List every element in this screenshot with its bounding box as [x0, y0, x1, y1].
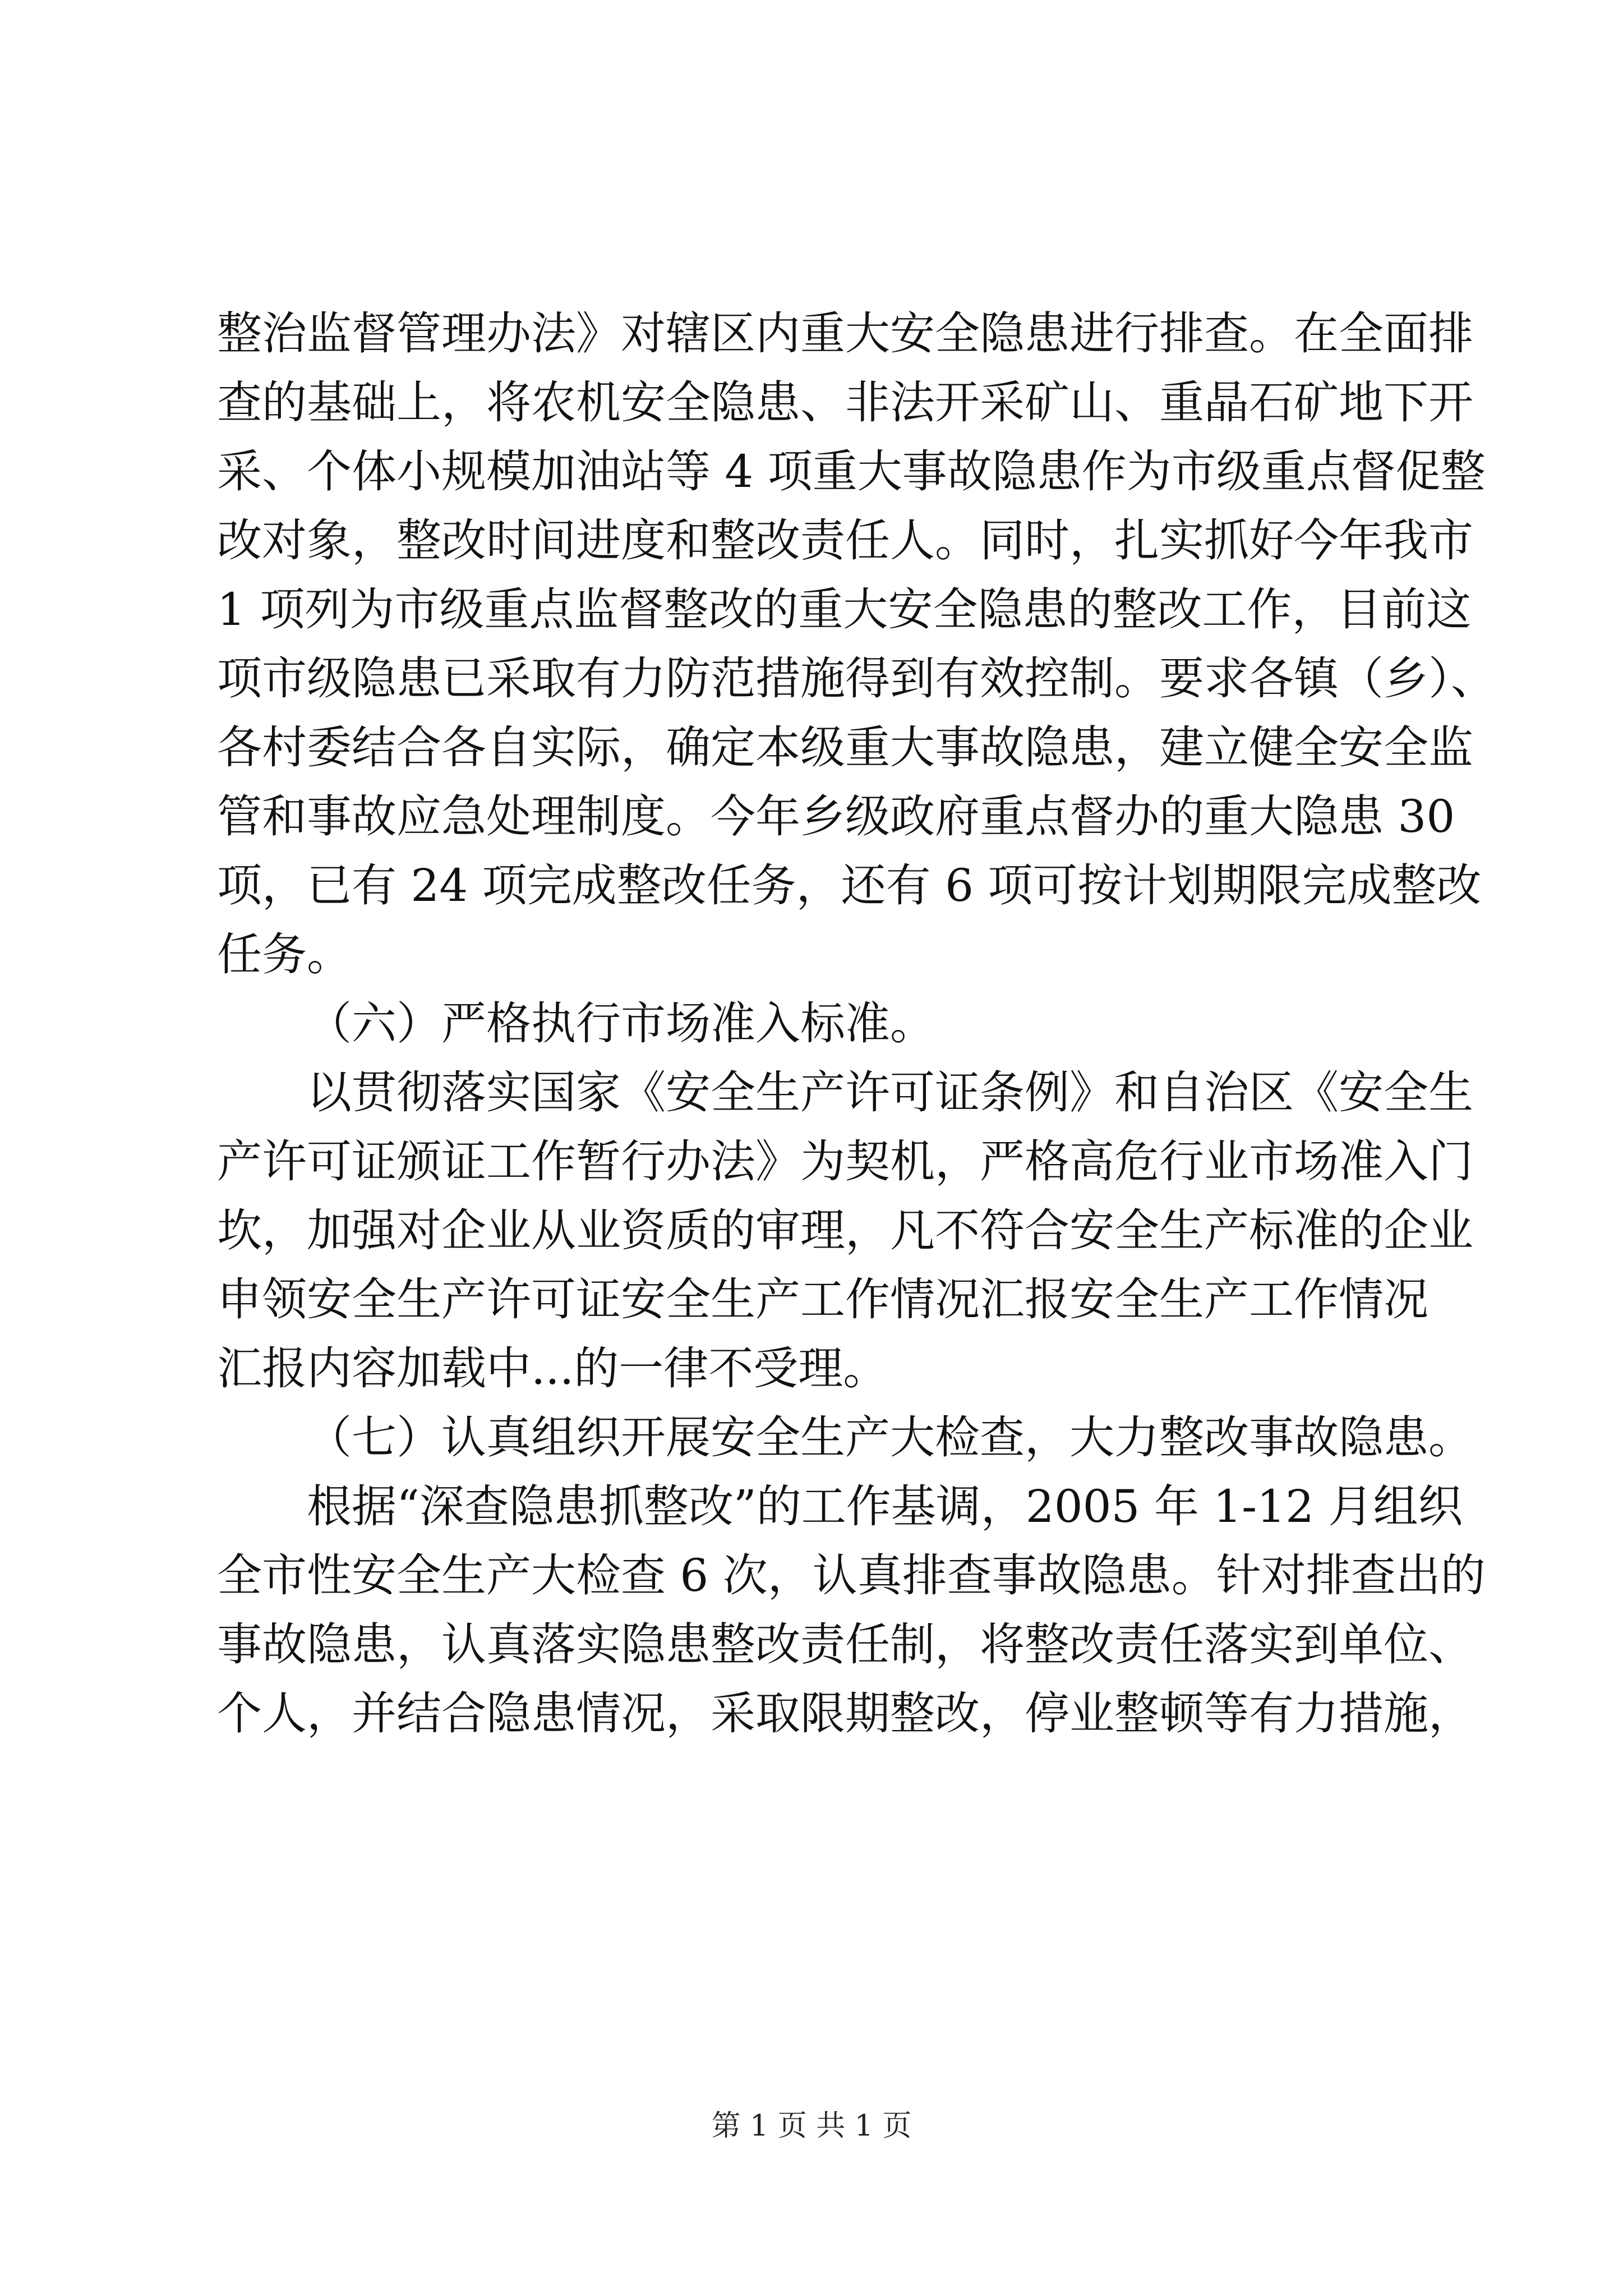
text-line: 项，已有 24 项完成整改任务，还有 6 项可按计划期限完成整改: [217, 859, 1482, 912]
text-line: 汇报内容加载中...的一律不受理。: [217, 1342, 888, 1395]
page-number-footer: 第 1 页 共 1 页: [711, 2109, 912, 2143]
text-line: 坎，加强对企业从业资质的审理，凡不符合安全生产标准的企业: [217, 1204, 1473, 1257]
text-line: 项市级隐患已采取有力防范措施得到有效控制。要求各镇（乡）、: [217, 652, 1496, 705]
text-line: 个人，并结合隐患情况，采取限期整改，停业整顿等有力措施，: [217, 1687, 1473, 1740]
text-line: 查的基础上，将农机安全隐患、非法开采矿山、重晶石矿地下开: [217, 376, 1473, 429]
text-line: 各村委结合各自实际，确定本级重大事故隐患，建立健全安全监: [217, 721, 1473, 774]
text-line: 产许可证颁证工作暂行办法》为契机，严格高危行业市场准入门: [217, 1135, 1473, 1188]
text-line: 整治监督管理办法》对辖区内重大安全隐患进行排查。在全面排: [217, 307, 1473, 360]
text-line: 根据“深查隐患抓整改”的工作基调，2005 年 1-12 月组织: [307, 1480, 1463, 1533]
section-heading: （六）严格执行市场准入标准。: [307, 997, 935, 1050]
section-heading: （七）认真组织开展安全生产大检查，大力整改事故隐患。: [307, 1411, 1473, 1464]
text-line: 采、个体小规模加油站等 4 项重大事故隐患作为市级重点督促整: [217, 445, 1486, 498]
text-line: 全市性安全生产大检查 6 次，认真排查事故隐患。针对排查出的: [217, 1549, 1486, 1602]
text-line: 以贯彻落实国家《安全生产许可证条例》和自治区《安全生: [307, 1066, 1473, 1119]
text-line: 改对象，整改时间进度和整改责任人。同时，扎实抓好今年我市: [217, 514, 1473, 567]
text-line: 任务。: [217, 928, 352, 981]
text-line: 事故隐患，认真落实隐患整改责任制，将整改责任落实到单位、: [217, 1618, 1473, 1671]
text-line: 申领安全生产许可证安全生产工作情况汇报安全生产工作情况: [217, 1273, 1428, 1326]
text-line: 管和事故应急处理制度。今年乡级政府重点督办的重大隐患 30: [217, 790, 1455, 843]
text-line: 1 项列为市级重点监督整改的重大安全隐患的整改工作，目前这: [217, 583, 1472, 636]
